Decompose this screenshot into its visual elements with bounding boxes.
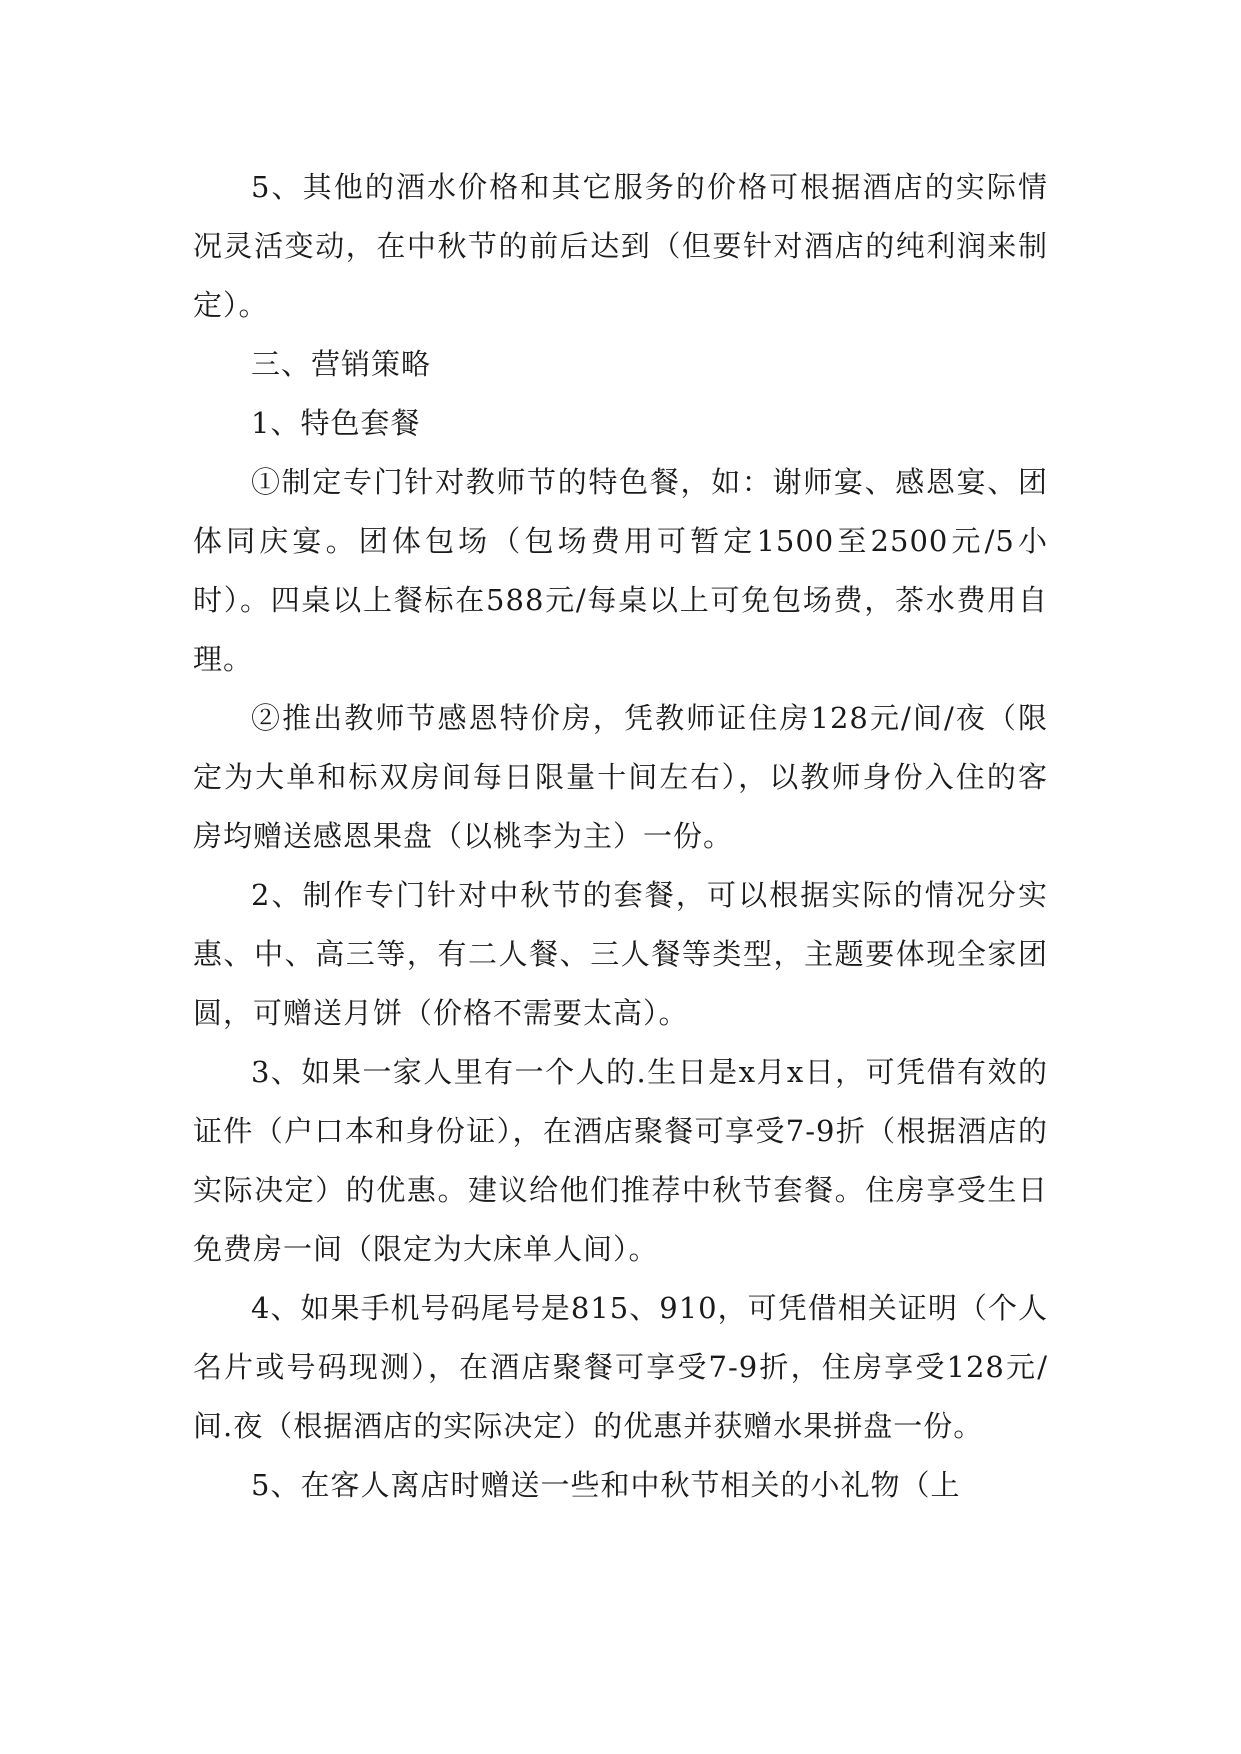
heading-marketing-strategy: 三、营销策略 bbox=[251, 347, 432, 381]
paragraph-birthday-offer: 3、如果一家人里有一个人的.生日是x月x日，可凭借有效的证件（户口本和身份证），在酒店聚餐可享受7-9折（根据酒店的实际决定）的优惠。建议给他们推荐中秋节套餐。住房享受生日免费房一间（限定为大床单人间）。 bbox=[193, 1055, 1048, 1266]
document-body bbox=[193, 158, 1048, 1515]
paragraph-phone-number-offer: 4、如果手机号码尾号是815、910，可凭借相关证明（个人名片或号码现测），在酒店聚餐可享受7-9折，住房享受128元/间.夜（根据酒店的实际决定）的优惠并获赠水果拼盘一份。 bbox=[193, 1291, 1048, 1443]
heading-special-packages: 1、特色套餐 bbox=[251, 406, 421, 440]
paragraph-pricing-note: 5、其他的酒水价格和其它服务的价格可根据酒店的实际情况灵活变动，在中秋节的前后达到（但要针对酒店的纯利润来制定）。 bbox=[193, 170, 1048, 322]
paragraph-mid-autumn-package: 2、制作专门针对中秋节的套餐，可以根据实际的情况分实惠、中、高三等，有二人餐、三人餐等类型，主题要体现全家团圆，可赠送月饼（价格不需要太高）。 bbox=[193, 878, 1048, 1030]
paragraph-departure-gift: 5、在客人离店时赠送一些和中秋节相关的小礼物（上 bbox=[251, 1468, 961, 1502]
paragraph-teachers-day-room: ②推出教师节感恩特价房，凭教师证住房128元/间/夜（限定为大单和标双房间每日限量十间左右），以教师身份入住的客房均赠送感恩果盘（以桃李为主）一份。 bbox=[193, 701, 1048, 853]
paragraph-teachers-day-meal: ①制定专门针对教师节的特色餐，如：谢师宴、感恩宴、团体同庆宴。团体包场（包场费用可暂定1500至2500元/5小时）。四桌以上餐标在588元/每桌以上可免包场费，茶水费用自理。 bbox=[193, 465, 1048, 676]
